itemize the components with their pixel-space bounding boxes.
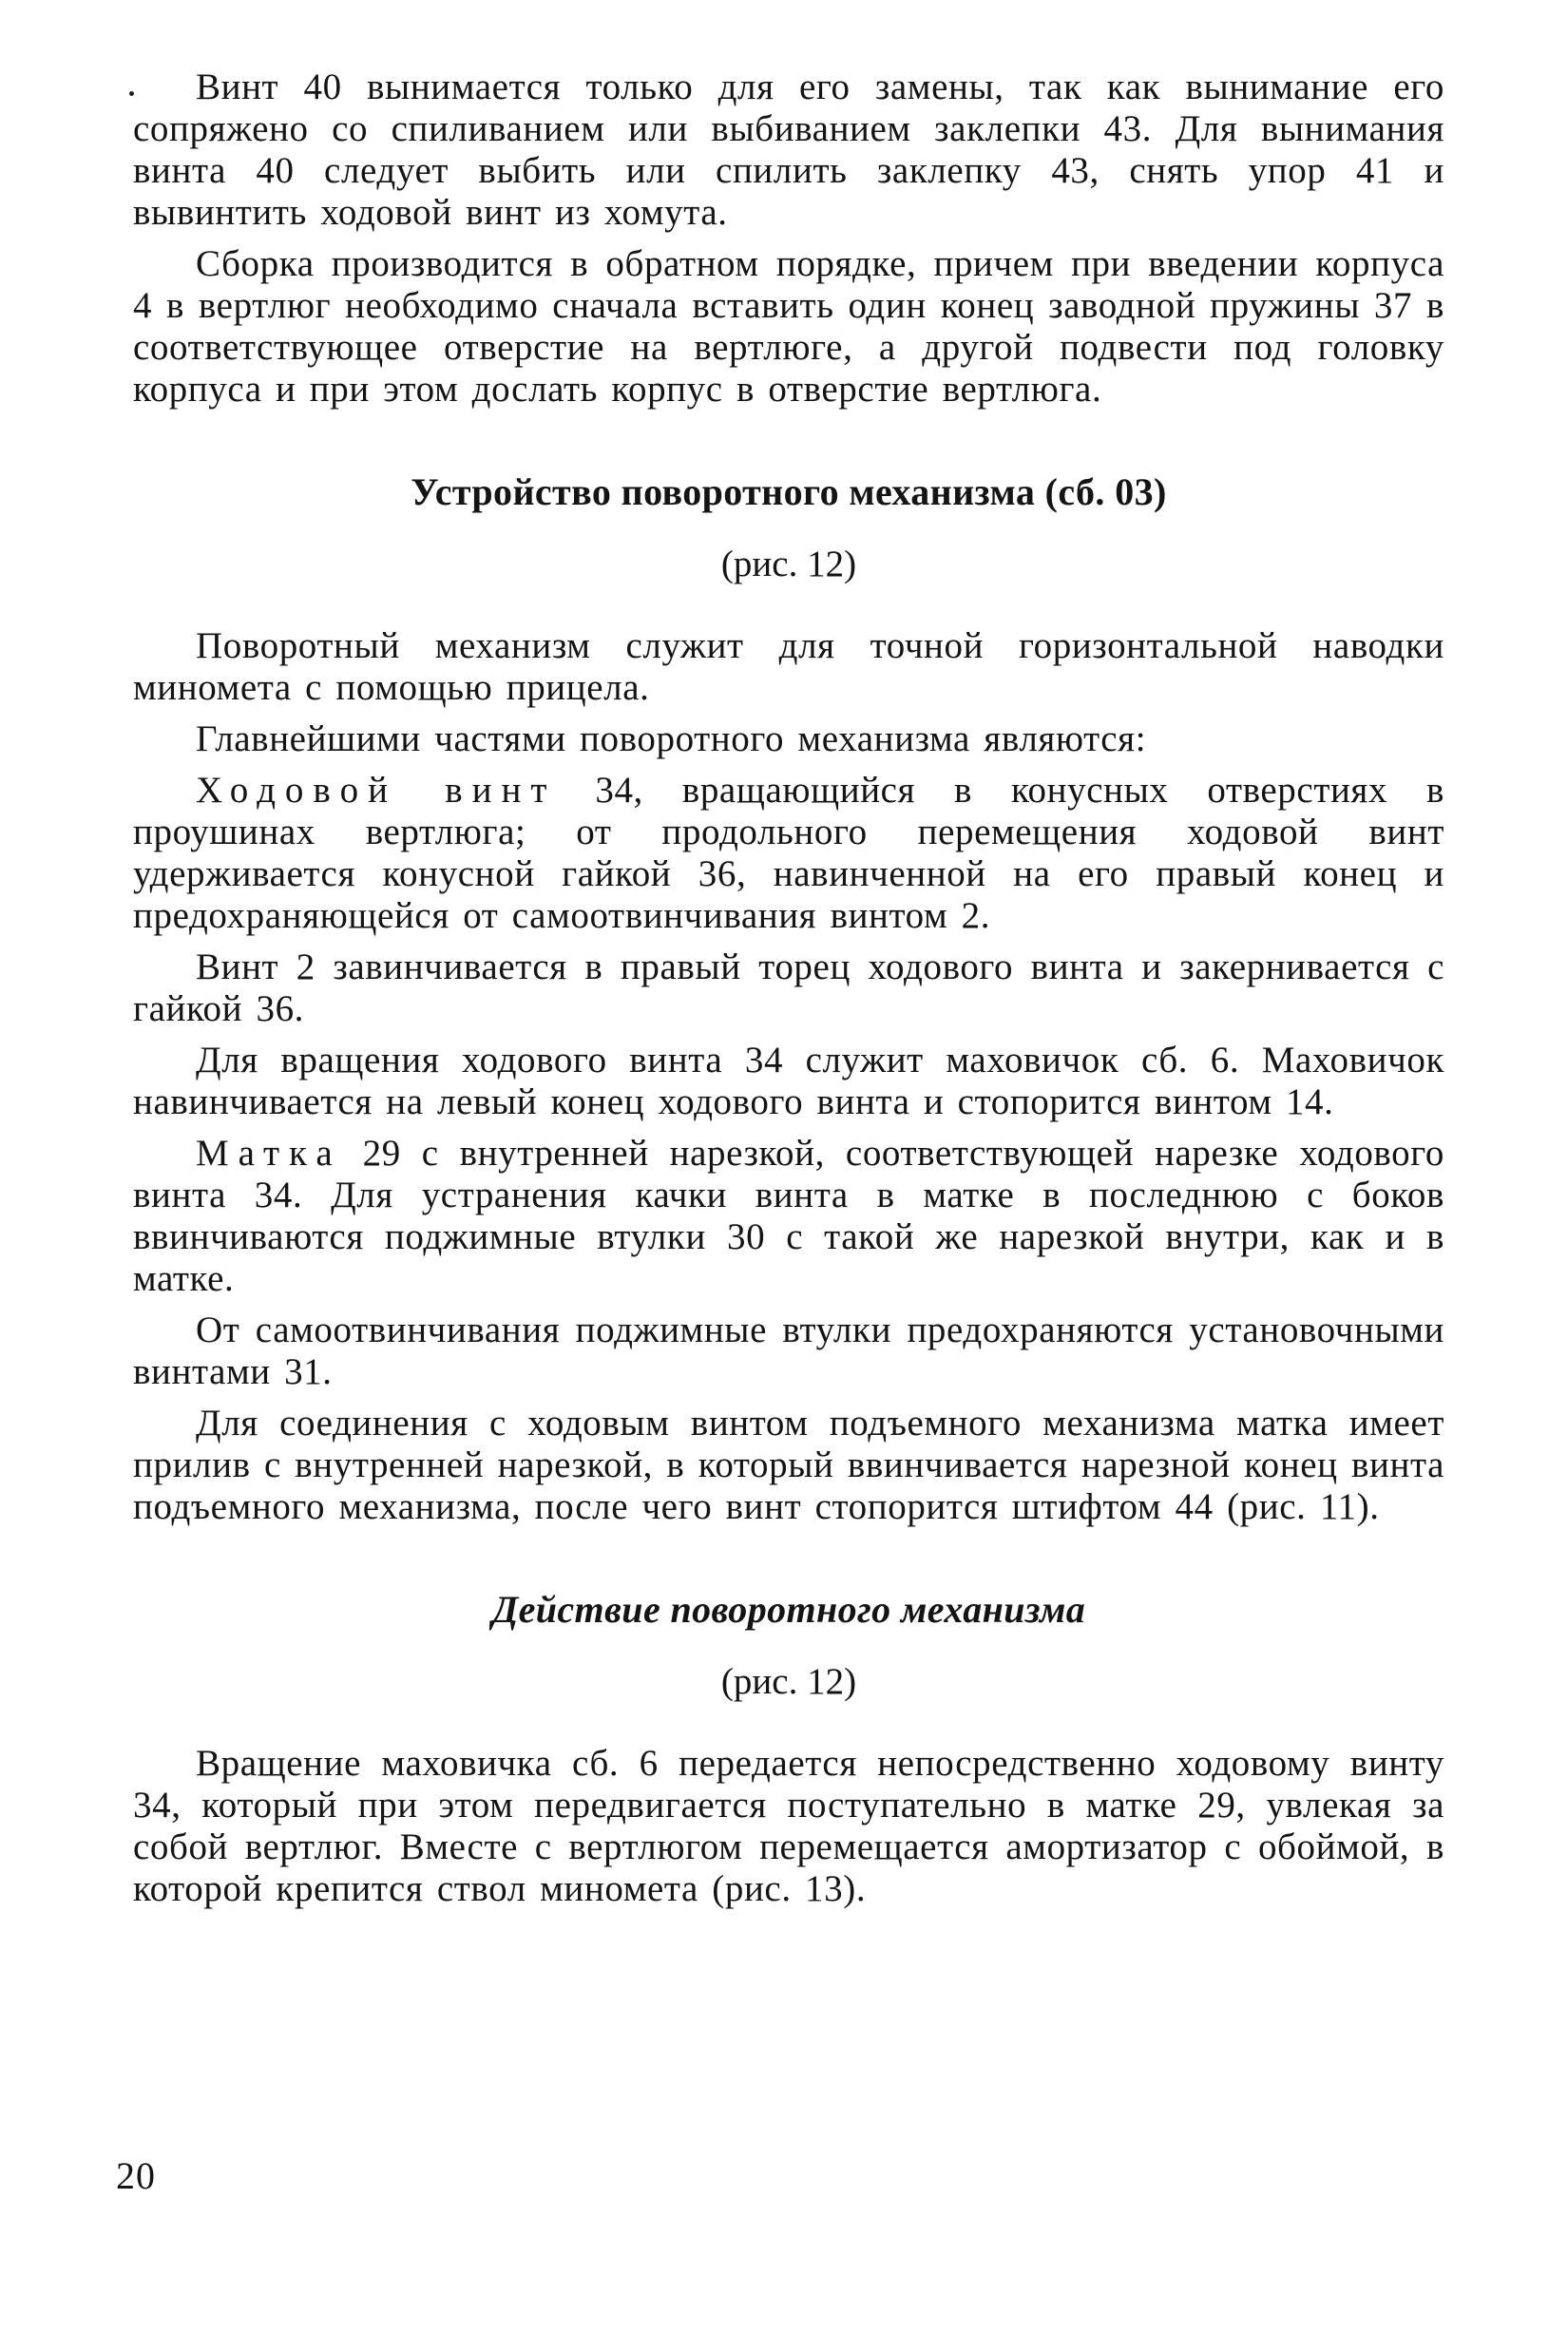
paragraph-lead-screw xyxy=(133,770,1444,937)
paragraph-assembly: Сборка производится в обратном порядке, причем при введении корпуса 4 в вертлюг необходимо сначала вставить один конец заводной пружины 37 в соответствующее отверстие на вертлюге, а другой подвести под головку корпуса и при этом дослать корпус в отверстие вертлюга. xyxy=(133,243,1444,410)
paragraph-screw-2: Винт 2 завинчивается в правый торец ходового винта и закернивается с гайкой 36. xyxy=(133,947,1444,1029)
paragraph-screw-removal: Винт 40 вынимается только для его замены, так как вынимание его сопряжено со спиливанием или выбиванием заклепки 43. Для вынимания винта 40 следует выбить или спилить заклепку 43, снять упор 41 и вывинтить ходовой винт из хомута. xyxy=(133,67,1444,233)
section-body-operation xyxy=(133,1743,1444,1910)
term-lead-screw: Ходовой винт xyxy=(196,770,557,811)
section-body-design xyxy=(133,625,1444,1528)
paragraph-connection: Для соединения с ходовым винтом подъемного механизма матка имеет прилив с внутренней нарезкой, в который ввинчивается нарезной конец винта подъемного механизма, после чего винт стопорится штифтом 44 (рис. 11). xyxy=(133,1403,1444,1527)
figure-reference: (рис. 12) xyxy=(720,1661,857,1702)
lead-screw-description: 34, вращающийся в конусных отверстиях в проушинах вертлюга; от продольного перемещения ходовой винт удерживается конусной гайкой 36, навинченной на его правый конец и предохраняющейся от самоотвинчивания винтом 2. xyxy=(133,770,1444,936)
nut-description: 29 с внутренней нарезкой, соответствующей нарезке ходового винта 34. Для устранения качки винта в матке в последнюю с боков ввинчиваются поджимные втулки 30 с такой же нарезкой внутри, как и в матке. xyxy=(133,1133,1444,1299)
figure-reference: (рис. 12) xyxy=(720,544,857,584)
paragraph-handwheel: Для вращения ходового винта 34 служит маховичок сб. 6. Маховичок навинчивается на левый конец ходового винта и стопорится винтом 14. xyxy=(133,1040,1444,1122)
paragraph-nut xyxy=(133,1133,1444,1300)
section-heading-design: Устройство поворотного механизма (сб. 03) xyxy=(411,470,1167,513)
text-column xyxy=(133,67,1444,1910)
page-number: 20 xyxy=(116,2154,156,2197)
paragraph-operation: Вращение маховичка сб. 6 передается непосредственно ходовому винту 34, который при этом передвигается поступательно в матке 29, увлекая за собой вертлюг. Вместе с вертлюгом перемещается амортизатор с обоймой, в которой крепится ствол миномета (рис. 13). xyxy=(133,1743,1444,1909)
section-heading-operation: Действие поворотного механизма xyxy=(491,1588,1086,1631)
paragraph-main-parts: Главнейшими частями поворотного механизма являются: xyxy=(196,718,1147,759)
paragraph-purpose: Поворотный механизм служит для точной горизонтальной наводки миномета с помощью прицела. xyxy=(133,625,1444,708)
term-nut: Матка xyxy=(196,1133,342,1174)
paragraph-bushings: От самоотвинчивания поджимные втулки предохраняются установочными винтами 31. xyxy=(133,1310,1444,1392)
